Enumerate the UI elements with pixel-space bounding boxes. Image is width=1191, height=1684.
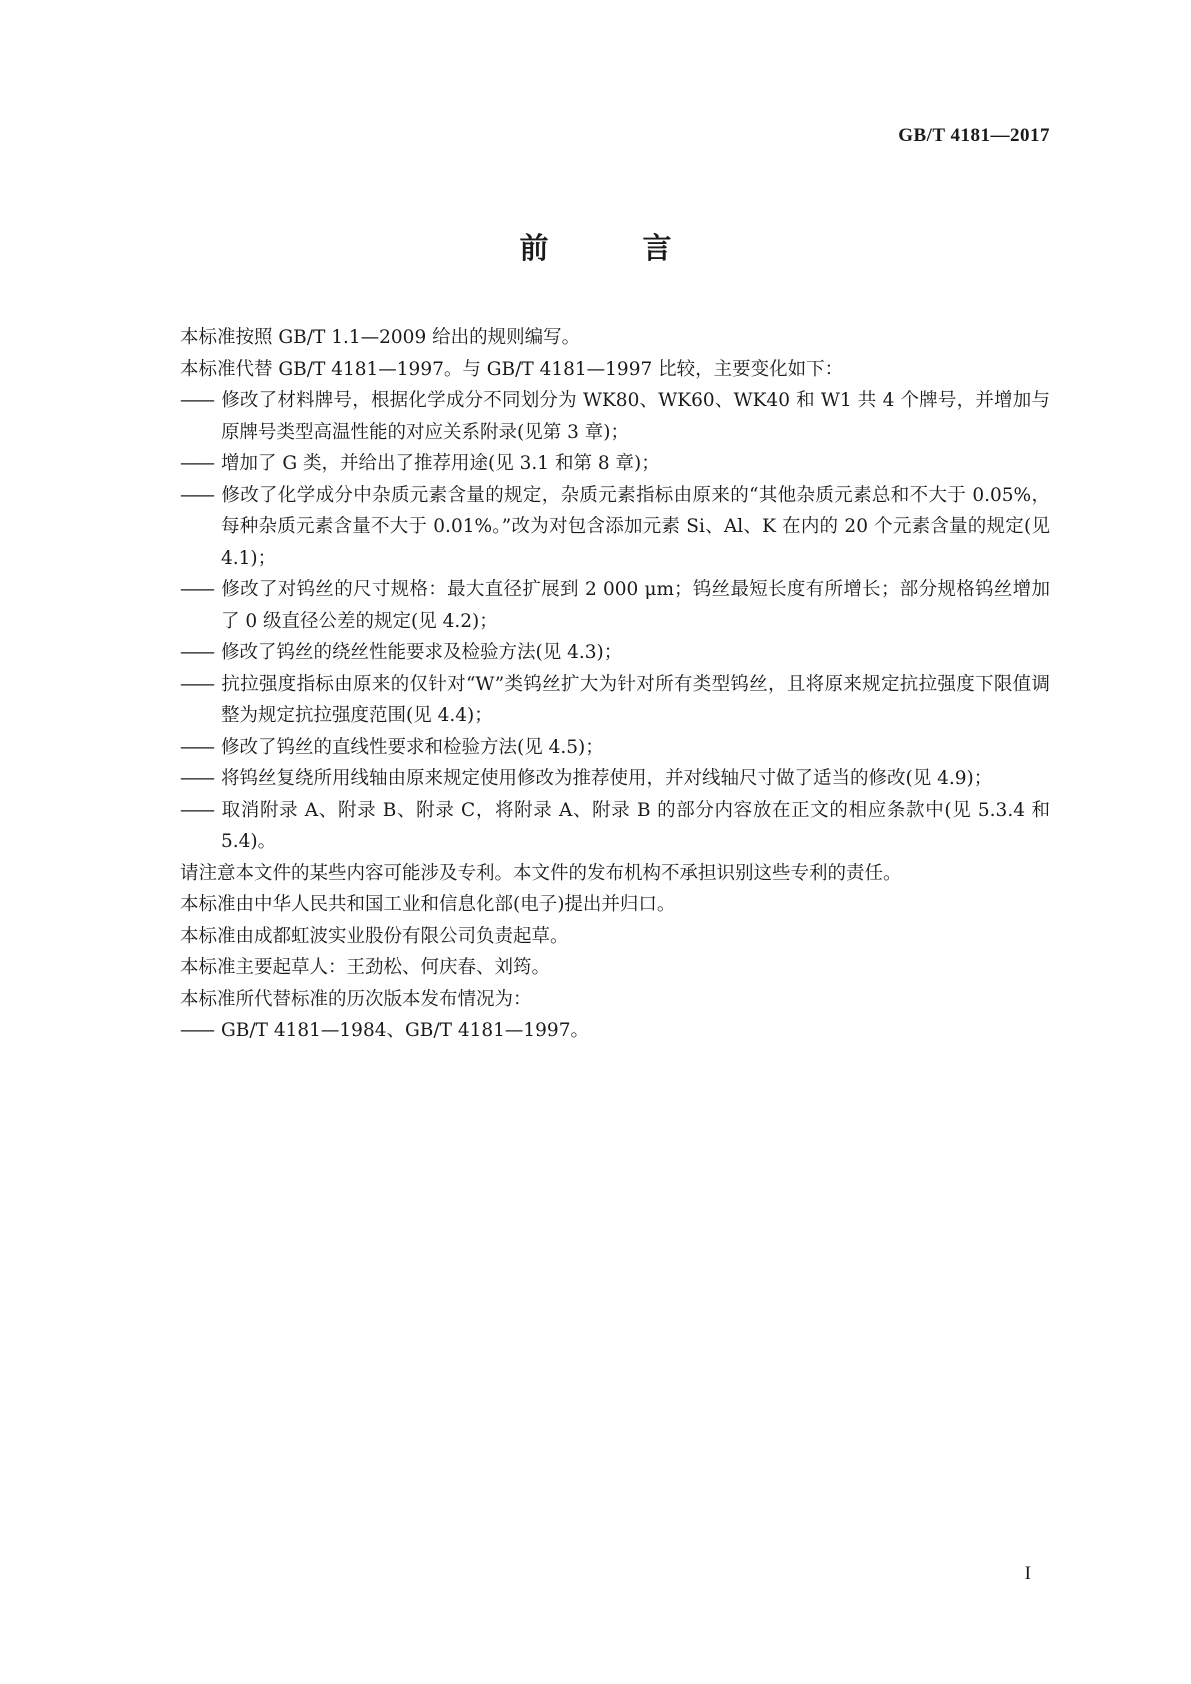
change-item-text: 修改了材料牌号，根据化学成分不同划分为 WK80、WK60、WK40 和 W1 共 4 个牌号，并增加与原牌号类型高温性能的对应关系附录(见第 3 章)； bbox=[221, 390, 1050, 443]
dash-marker: —— bbox=[180, 768, 213, 789]
page-title: 前 言 bbox=[519, 231, 714, 265]
change-item bbox=[180, 448, 1050, 480]
history-item bbox=[180, 1015, 1050, 1047]
change-item bbox=[180, 795, 1050, 858]
preface-body bbox=[180, 322, 1050, 1047]
change-item-text: 将钨丝复绕所用线轴由原来规定使用修改为推荐使用，并对线轴尺寸做了适当的修改(见 4.9)； bbox=[221, 768, 993, 789]
change-item-text: 修改了对钨丝的尺寸规格：最大直径扩展到 2 000 μm；钨丝最短长度有所增长；部分规格钨丝增加了 0 级直径公差的规定(见 4.2)； bbox=[221, 579, 1050, 632]
dash-marker: —— bbox=[180, 453, 213, 474]
change-item bbox=[180, 669, 1050, 732]
change-item-text: 增加了 G 类，并给出了推荐用途(见 3.1 和第 8 章)； bbox=[221, 453, 660, 474]
change-item bbox=[180, 385, 1050, 448]
paragraph: 请注意本文件的某些内容可能涉及专利。本文件的发布机构不承担识别这些专利的责任。 bbox=[180, 862, 902, 884]
dash-marker: —— bbox=[180, 799, 213, 821]
change-item bbox=[180, 732, 1050, 764]
change-item-text: 修改了化学成分中杂质元素含量的规定，杂质元素指标由原来的“其他杂质元素总和不大于 0.05%，每种杂质元素含量不大于 0.01%。”改为对包含添加元素 Si、Al、K 在内的 20 个元素含量的规定(见 4.1)； bbox=[221, 484, 1050, 569]
dash-marker: —— bbox=[180, 736, 213, 758]
dash-marker: —— bbox=[180, 673, 213, 695]
paragraph: 本标准由成都虹波实业股份有限公司负责起草。 bbox=[180, 925, 569, 947]
paragraph: 本标准所代替标准的历次版本发布情况为： bbox=[180, 988, 532, 1010]
change-item-text: 修改了钨丝的直线性要求和检验方法(见 4.5)； bbox=[221, 736, 604, 758]
paragraph: 本标准由中华人民共和国工业和信息化部(电子)提出并归口。 bbox=[180, 894, 676, 915]
history-item-text: GB/T 4181—1984、GB/T 4181—1997。 bbox=[221, 1020, 589, 1041]
change-item-text: 抗拉强度指标由原来的仅针对“W”类钨丝扩大为针对所有类型钨丝，且将原来规定抗拉强度下限值调整为规定抗拉强度范围(见 4.4)； bbox=[221, 673, 1050, 726]
paragraph: 本标准代替 GB/T 4181—1997。与 GB/T 4181—1997 比较，主要变化如下： bbox=[180, 358, 844, 380]
change-item bbox=[180, 574, 1050, 637]
dash-marker: —— bbox=[180, 1020, 213, 1041]
paragraph: 本标准主要起草人：王劲松、何庆春、刘筠。 bbox=[180, 957, 551, 978]
change-item bbox=[180, 637, 1050, 669]
dash-marker: —— bbox=[180, 579, 213, 600]
change-item-text: 修改了钨丝的绕丝性能要求及检验方法(见 4.3)； bbox=[221, 642, 623, 663]
change-item-text: 取消附录 A、附录 B、附录 C，将附录 A、附录 B 的部分内容放在正文的相应条款中(见 5.3.4 和 5.4)。 bbox=[221, 799, 1050, 852]
dash-marker: —— bbox=[180, 642, 213, 663]
dash-marker: —— bbox=[180, 390, 213, 411]
standard-code: GB/T 4181—2017 bbox=[898, 125, 1050, 146]
page-number: I bbox=[1024, 1563, 1031, 1584]
dash-marker: —— bbox=[180, 484, 213, 506]
change-item bbox=[180, 480, 1050, 575]
paragraph: 本标准按照 GB/T 1.1—2009 给出的规则编写。 bbox=[180, 327, 581, 348]
change-item bbox=[180, 763, 1050, 795]
